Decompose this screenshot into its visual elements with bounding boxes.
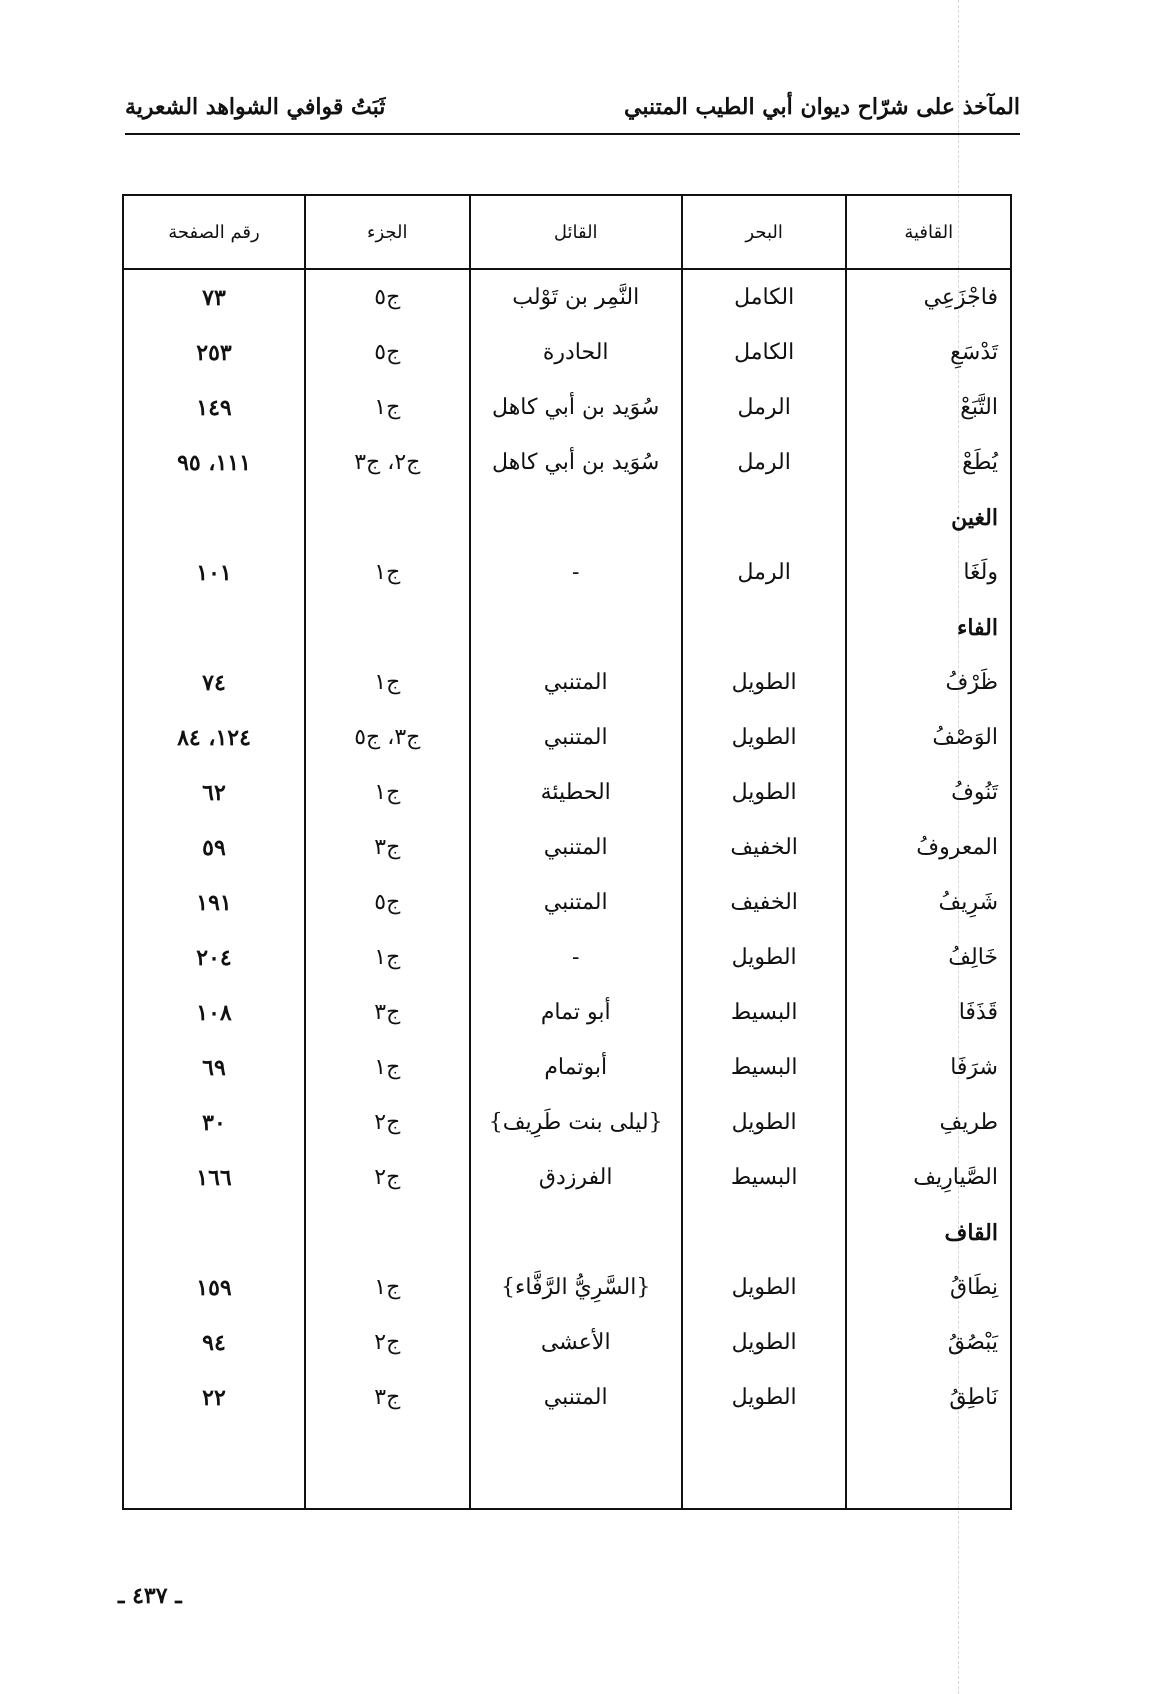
section-heading-row	[124, 600, 1010, 655]
part-cell: ج٢	[305, 1315, 470, 1370]
column-header-page: رقم الصفحة	[124, 196, 305, 269]
empty-cell	[124, 490, 305, 545]
rhyme-cell: نَاطِقُ	[846, 1370, 1010, 1425]
poet-cell: المتنبي	[470, 1370, 682, 1425]
meter-cell: الطويل	[682, 1095, 847, 1150]
section-heading: القاف	[846, 1205, 1010, 1260]
part-cell: ج١	[305, 545, 470, 600]
part-cell: ج٢	[305, 1095, 470, 1150]
meter-cell: الرمل	[682, 545, 847, 600]
table-filler-row	[124, 1425, 1010, 1508]
meter-cell: الطويل	[682, 1260, 847, 1315]
book-title: المآخذ على شرّاح ديوان أبي الطيب المتنبي	[624, 94, 1020, 120]
part-cell: ج٣	[305, 985, 470, 1040]
section-title: ثَبَتُ قوافي الشواهد الشعرية	[125, 94, 386, 120]
rhymes-table	[122, 194, 1012, 1510]
page-cell: ٧٤	[202, 669, 226, 696]
meter-cell: البسيط	[682, 1150, 847, 1205]
section-heading: الغين	[846, 490, 1010, 545]
empty-cell	[124, 1425, 305, 1508]
rhyme-cell: يَبْصُقُ	[846, 1315, 1010, 1370]
rhyme-cell: تَدْسَعِ	[846, 325, 1010, 380]
rhyme-cell: نِطَاقُ	[846, 1260, 1010, 1315]
poet-cell: النَّمِر بن تَوْلب	[470, 269, 682, 325]
page-cell: ١٤٩	[196, 394, 232, 421]
rhyme-cell: الصَّيارِيف	[846, 1150, 1010, 1205]
page-number: ـ ٤٣٧ ـ	[118, 1583, 182, 1609]
poet-cell: سُوَيد بن أبي كاهل	[470, 380, 682, 435]
table-row	[124, 985, 1010, 1040]
rhyme-cell: فاجْزَعِي	[846, 269, 1010, 325]
meter-cell: الخفيف	[682, 875, 847, 930]
meter-cell: الطويل	[682, 930, 847, 985]
table-row	[124, 435, 1010, 490]
poet-cell: المتنبي	[470, 875, 682, 930]
poet-cell: -	[470, 930, 682, 985]
poet-cell: المتنبي	[470, 655, 682, 710]
part-cell: ج١	[305, 655, 470, 710]
table-row	[124, 1095, 1010, 1150]
page-cell: ٩٤	[202, 1329, 226, 1356]
empty-cell	[470, 600, 682, 655]
empty-cell	[682, 1205, 847, 1260]
empty-cell	[124, 1205, 305, 1260]
column-header-meter: البحر	[682, 196, 847, 269]
table-row	[124, 710, 1010, 765]
poet-cell: الحادرة	[470, 325, 682, 380]
page-cell: ١٠١	[196, 559, 232, 586]
table-row	[124, 930, 1010, 985]
rhyme-cell: ظَرْفُ	[846, 655, 1010, 710]
meter-cell: الطويل	[682, 1370, 847, 1425]
table-row	[124, 1040, 1010, 1095]
empty-cell	[305, 490, 470, 545]
column-header-part: الجزء	[305, 196, 470, 269]
meter-cell: الطويل	[682, 765, 847, 820]
rhyme-cell: التَّبَعْ	[846, 380, 1010, 435]
rhyme-cell: قَذَفَا	[846, 985, 1010, 1040]
rhyme-cell: شرَفَا	[846, 1040, 1010, 1095]
empty-cell	[682, 1425, 847, 1508]
section-heading: الفاء	[846, 600, 1010, 655]
page-cell: ١٢٤، ٨٤	[177, 724, 251, 751]
section-heading-row	[124, 1205, 1010, 1260]
part-cell: ج١	[305, 1040, 470, 1095]
rhyme-cell: طريفِ	[846, 1095, 1010, 1150]
meter-cell: الكامل	[682, 325, 847, 380]
part-cell: ج١	[305, 1260, 470, 1315]
poet-cell: المتنبي	[470, 710, 682, 765]
table-row	[124, 380, 1010, 435]
table-row	[124, 269, 1010, 325]
poet-cell: الفرزدق	[470, 1150, 682, 1205]
poet-cell: الأعشى	[470, 1315, 682, 1370]
table-row	[124, 820, 1010, 875]
part-cell: ج٥	[305, 269, 470, 325]
table-row	[124, 875, 1010, 930]
table-body	[124, 269, 1010, 1508]
poet-cell: أبوتمام	[470, 1040, 682, 1095]
rhyme-cell: شَرِيفُ	[846, 875, 1010, 930]
part-cell: ج٥	[305, 875, 470, 930]
table-row	[124, 765, 1010, 820]
rhyme-cell: المعروفُ	[846, 820, 1010, 875]
table-row	[124, 325, 1010, 380]
poet-cell: المتنبي	[470, 820, 682, 875]
table-header-row	[124, 196, 1010, 269]
meter-cell: البسيط	[682, 1040, 847, 1095]
part-cell: ج٣، ج٥	[305, 710, 470, 765]
running-header	[125, 80, 1020, 135]
part-cell: ج١	[305, 765, 470, 820]
meter-cell: الرمل	[682, 380, 847, 435]
rhyme-cell: خَالِفُ	[846, 930, 1010, 985]
page-cell: ١٩١	[196, 889, 232, 916]
page-cell: ١١١، ٩٥	[177, 449, 251, 476]
page-cell: ٦٢	[202, 779, 226, 806]
table-row	[124, 1260, 1010, 1315]
rhyme-cell: يُطَعْ	[846, 435, 1010, 490]
poet-cell: -	[470, 545, 682, 600]
page-cell: ٢٢	[202, 1384, 226, 1411]
empty-cell	[305, 1425, 470, 1508]
rhyme-cell: ولَغَا	[846, 545, 1010, 600]
meter-cell: الكامل	[682, 269, 847, 325]
page-cell: ٢٠٤	[196, 944, 232, 971]
part-cell: ج٢	[305, 1150, 470, 1205]
empty-cell	[305, 1205, 470, 1260]
part-cell: ج٥	[305, 325, 470, 380]
page-cell: ٦٩	[202, 1054, 226, 1081]
poet-cell: أبو تمام	[470, 985, 682, 1040]
empty-cell	[682, 600, 847, 655]
page-cell: ٣٠	[202, 1109, 226, 1136]
poet-cell: {ليلى بنت طَرِيف}	[470, 1095, 682, 1150]
table-row	[124, 655, 1010, 710]
header-rule	[125, 133, 1020, 135]
part-cell: ج١	[305, 380, 470, 435]
meter-cell: الخفيف	[682, 820, 847, 875]
empty-cell	[470, 490, 682, 545]
meter-cell: الطويل	[682, 710, 847, 765]
poet-cell: {السَّرِيُّ الرَّفَّاء}	[470, 1260, 682, 1315]
meter-cell: الطويل	[682, 1315, 847, 1370]
poet-cell: الحطيئة	[470, 765, 682, 820]
page-cell: ٢٥٣	[196, 339, 232, 366]
table-row	[124, 1370, 1010, 1425]
empty-cell	[846, 1425, 1010, 1508]
table-row	[124, 545, 1010, 600]
meter-cell: البسيط	[682, 985, 847, 1040]
table-row	[124, 1315, 1010, 1370]
part-cell: ج٣	[305, 1370, 470, 1425]
page-cell: ١٠٨	[196, 999, 232, 1026]
part-cell: ج٣	[305, 820, 470, 875]
page-cell: ١٦٦	[196, 1164, 232, 1191]
page-cell: ٧٣	[202, 284, 226, 311]
column-header-rhyme: القافية	[846, 196, 1010, 269]
column-header-poet: القائل	[470, 196, 682, 269]
section-heading-row	[124, 490, 1010, 545]
rhyme-cell: تَنُوفُ	[846, 765, 1010, 820]
empty-cell	[682, 490, 847, 545]
meter-cell: الطويل	[682, 655, 847, 710]
empty-cell	[305, 600, 470, 655]
empty-cell	[470, 1425, 682, 1508]
part-cell: ج٢، ج٣	[305, 435, 470, 490]
meter-cell: الرمل	[682, 435, 847, 490]
empty-cell	[124, 600, 305, 655]
part-cell: ج١	[305, 930, 470, 985]
page-cell: ١٥٩	[196, 1274, 232, 1301]
poet-cell: سُوَيد بن أبي كاهل	[470, 435, 682, 490]
empty-cell	[470, 1205, 682, 1260]
page-cell: ٥٩	[202, 834, 226, 861]
table-row	[124, 1150, 1010, 1205]
rhyme-cell: الوَصْفُ	[846, 710, 1010, 765]
